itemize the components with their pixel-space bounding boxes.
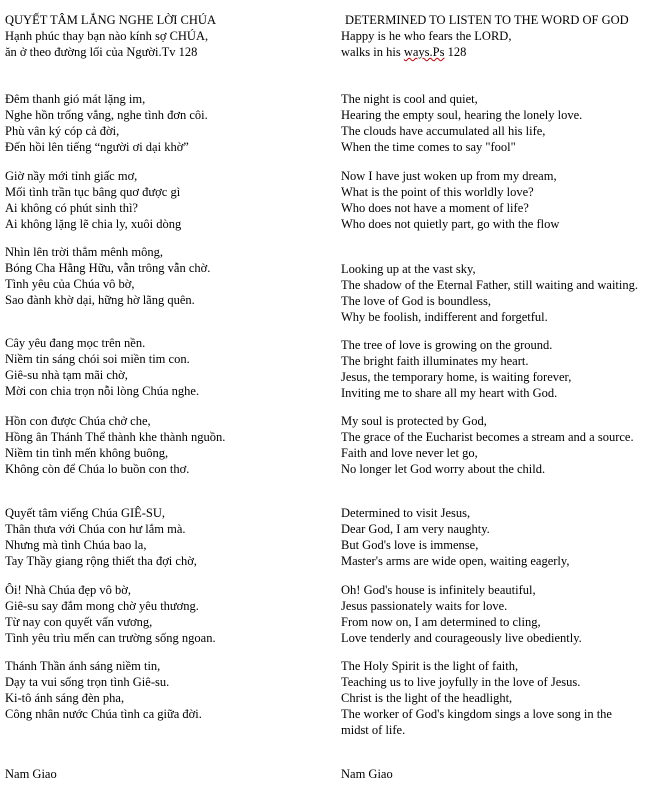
vietnamese-stanza-line: Cây yêu đang mọc trên nền. bbox=[5, 336, 146, 350]
vietnamese-stanza-line: Đến hồi lên tiếng “người ơi dại khờ” bbox=[5, 140, 189, 154]
vietnamese-stanza-line: Quyết tâm viếng Chúa GIÊ-SU, bbox=[5, 506, 166, 520]
english-stanza-line: The Holy Spirit is the light of faith, bbox=[341, 659, 519, 673]
vietnamese-ref-line: ăn ở theo đường lối của Người.Tv 128 bbox=[5, 45, 198, 59]
vietnamese-stanza-line: Mối tình trần tục bâng quơ được gì bbox=[5, 185, 181, 199]
english-stanza bbox=[341, 168, 641, 232]
english-stanza bbox=[341, 91, 641, 155]
english-stanza bbox=[341, 582, 641, 646]
vietnamese-stanza-line: Ôi! Nhà Chúa đẹp vô bờ, bbox=[5, 583, 132, 597]
english-stanza bbox=[341, 337, 641, 401]
vietnamese-stanza-line: Mời con chia trọn nỗi lòng Chúa nghe. bbox=[5, 384, 200, 398]
vietnamese-stanza bbox=[5, 582, 330, 646]
english-stanza-line: Jesus passionately waits for love. bbox=[341, 599, 508, 613]
vietnamese-stanza bbox=[5, 91, 330, 155]
vietnamese-stanza-line: Tình yêu trìu mến can trường sống ngoan. bbox=[5, 631, 216, 645]
english-ref-text: 128 bbox=[444, 45, 467, 59]
english-stanza-line: Master's arms are wide open, waiting eagerly, bbox=[341, 554, 570, 568]
english-stanza-line: No longer let God worry about the child. bbox=[341, 462, 546, 476]
vietnamese-stanza-line: Niềm tin sáng chói soi miền tim con. bbox=[5, 352, 190, 366]
vietnamese-stanza-line: Thánh Thần ánh sáng niềm tin, bbox=[5, 659, 161, 673]
english-stanza-line: Now I have just woken up from my dream, bbox=[341, 169, 557, 183]
vietnamese-stanza-line: Đêm thanh gió mát lặng im, bbox=[5, 92, 146, 106]
english-stanza-line: Determined to visit Jesus, bbox=[341, 506, 471, 520]
english-stanza-line: What is the point of this worldly love? bbox=[341, 185, 534, 199]
vietnamese-stanza-line: Tình yêu của Chúa vô bờ, bbox=[5, 277, 135, 291]
english-stanza-line: The bright faith illuminates my heart. bbox=[341, 354, 529, 368]
english-stanza-line: Jesus, the temporary home, is waiting forever, bbox=[341, 370, 572, 384]
vietnamese-stanza-line: Nhìn lên trời thẳm mênh mông, bbox=[5, 245, 163, 259]
vietnamese-stanza-line: Công nhân nước Chúa tình ca giữa đời. bbox=[5, 707, 202, 721]
vietnamese-stanza-line: Hồng ân Thánh Thể thành khe thành nguồn. bbox=[5, 430, 226, 444]
english-stanza-line: The tree of love is growing on the ground. bbox=[341, 338, 553, 352]
vietnamese-stanza-line: Thân thưa với Chúa con hư lắm mà. bbox=[5, 522, 186, 536]
english-scripture-ref bbox=[341, 28, 643, 60]
vietnamese-title: QUYẾT TÂM LẮNG NGHE LỜI CHÚA bbox=[5, 13, 216, 27]
english-stanza-line: The clouds have accumulated all his life, bbox=[341, 124, 546, 138]
vietnamese-stanza-line: Giờ nầy mới tỉnh giấc mơ, bbox=[5, 169, 138, 183]
english-stanza-line: Christ is the light of the headlight, bbox=[341, 691, 513, 705]
vietnamese-column bbox=[5, 12, 330, 60]
english-author: Nam Giao bbox=[341, 767, 393, 781]
vietnamese-stanza-line: Giê-su nhà tạm mãi chờ, bbox=[5, 368, 128, 382]
vietnamese-stanza-line: Hồn con được Chúa chở che, bbox=[5, 414, 151, 428]
vietnamese-stanza-line: Giê-su say đắm mong chờ yêu thương. bbox=[5, 599, 199, 613]
vietnamese-stanza-line: Nhưng mà tình Chúa bao la, bbox=[5, 538, 147, 552]
vietnamese-stanza-line: Tay Thầy giang rộng thiết tha đợi chờ, bbox=[5, 554, 197, 568]
english-stanza-line: The shadow of the Eternal Father, still waiting and waiting. bbox=[341, 278, 638, 292]
vietnamese-stanza bbox=[5, 658, 330, 722]
vietnamese-stanza bbox=[5, 413, 330, 477]
english-stanza bbox=[341, 658, 641, 738]
english-stanza-line: The love of God is boundless, bbox=[341, 294, 491, 308]
vietnamese-stanza-line: Ki-tô ánh sáng đèn pha, bbox=[5, 691, 125, 705]
spellcheck-marked-text: ways.Ps bbox=[403, 45, 445, 59]
english-stanza-line: Dear God, I am very naughty. bbox=[341, 522, 490, 536]
vietnamese-stanza-line: Niềm tin tình mến không buông, bbox=[5, 446, 169, 460]
vietnamese-stanza bbox=[5, 168, 330, 232]
english-stanza bbox=[341, 413, 641, 477]
english-stanza-line: Oh! God's house is infinitely beautiful, bbox=[341, 583, 536, 597]
vietnamese-stanza bbox=[5, 244, 330, 308]
vietnamese-stanza-line: Từ nay con quyết vấn vương, bbox=[5, 615, 153, 629]
english-stanza-line: The grace of the Eucharist becomes a stream and a source. bbox=[341, 430, 634, 444]
vietnamese-scripture-ref bbox=[5, 28, 330, 60]
english-stanza-line: Inviting me to share all my heart with God. bbox=[341, 386, 558, 400]
vietnamese-stanza-line: Ai không có phút sinh thì? bbox=[5, 201, 138, 215]
english-stanza-line: The worker of God's kingdom sings a love song in the midst of life. bbox=[341, 707, 612, 737]
vietnamese-ref-line: Hạnh phúc thay bạn nào kính sợ CHÚA, bbox=[5, 29, 209, 43]
english-stanza-line: Faith and love never let go, bbox=[341, 446, 478, 460]
vietnamese-stanza-line: Phù vân ký cóp cả đời, bbox=[5, 124, 120, 138]
english-stanza-line: Who does not have a moment of life? bbox=[341, 201, 529, 215]
english-stanza-line: Looking up at the vast sky, bbox=[341, 262, 476, 276]
english-stanza-line: But God's love is immense, bbox=[341, 538, 479, 552]
english-stanza-line: Who does not quietly part, go with the flow bbox=[341, 217, 560, 231]
english-stanza-line: The night is cool and quiet, bbox=[341, 92, 478, 106]
vietnamese-stanza-line: Sao đành khờ dại, hững hờ lãng quên. bbox=[5, 293, 195, 307]
english-stanza-line: When the time comes to say "fool" bbox=[341, 140, 516, 154]
vietnamese-stanza-line: Bóng Cha Hằng Hữu, vẫn trông vẫn chờ. bbox=[5, 261, 211, 275]
vietnamese-author: Nam Giao bbox=[5, 767, 57, 781]
english-stanza-line: Teaching us to live joyfully in the love of Jesus. bbox=[341, 675, 581, 689]
english-title: DETERMINED TO LISTEN TO THE WORD OF GOD bbox=[345, 13, 629, 27]
vietnamese-stanza-line: Dạy ta vui sống trọn tình Giê-su. bbox=[5, 675, 170, 689]
english-stanza-line: Why be foolish, indifferent and forgetful. bbox=[341, 310, 548, 324]
english-stanza-line: Love tenderly and courageously live obediently. bbox=[341, 631, 582, 645]
english-ref-line: Happy is he who fears the LORD, bbox=[341, 29, 512, 43]
vietnamese-stanza-line: Không còn để Chúa lo buồn con thơ. bbox=[5, 462, 190, 476]
english-stanza-line: Hearing the empty soul, hearing the lonely love. bbox=[341, 108, 583, 122]
vietnamese-stanza bbox=[5, 335, 330, 399]
vietnamese-stanza-line: Ai không lặng lẽ chia ly, xuôi dòng bbox=[5, 217, 182, 231]
english-column bbox=[341, 12, 643, 60]
english-ref-line bbox=[341, 44, 643, 60]
english-stanza-line: My soul is protected by God, bbox=[341, 414, 487, 428]
english-stanza-line: From now on, I am determined to cling, bbox=[341, 615, 541, 629]
english-stanza bbox=[341, 505, 641, 569]
vietnamese-stanza bbox=[5, 505, 330, 569]
english-ref-text: walks in his bbox=[341, 45, 404, 59]
english-stanza bbox=[341, 261, 641, 325]
vietnamese-stanza-line: Nghe hồn trống vắng, nghe tình đơn côi. bbox=[5, 108, 208, 122]
